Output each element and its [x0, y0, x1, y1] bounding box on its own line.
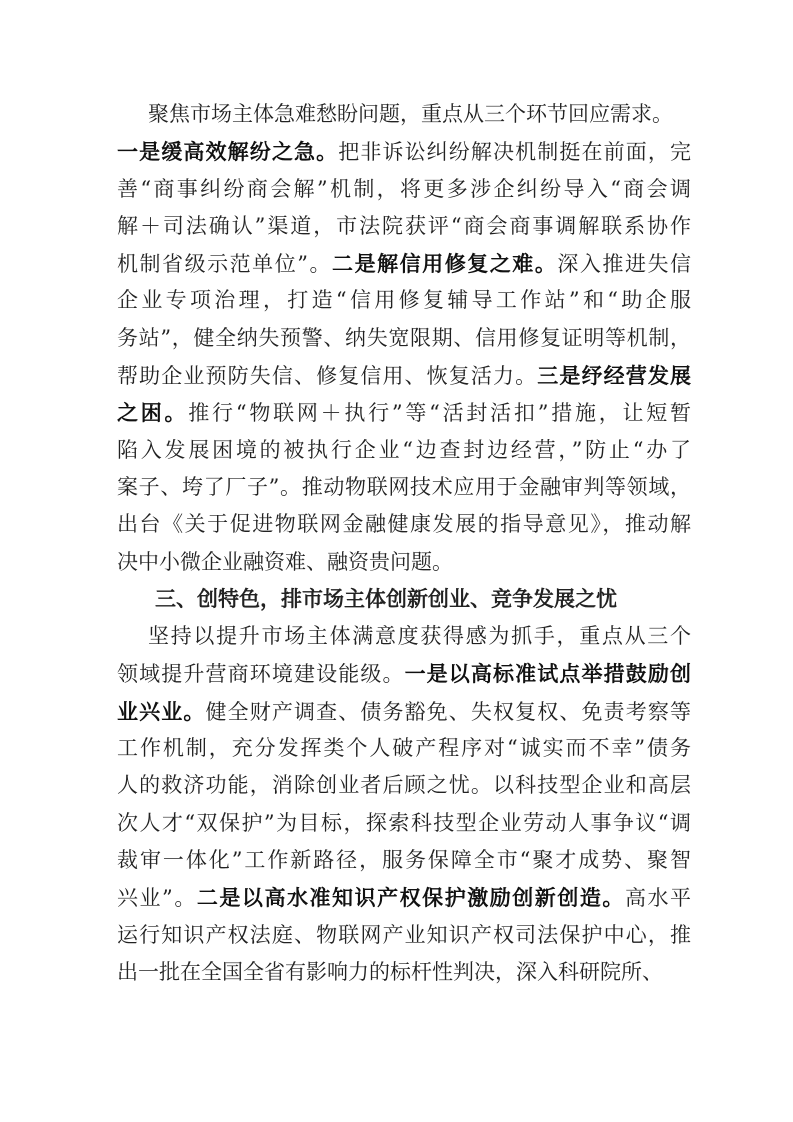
- text-line: [117, 805, 691, 842]
- text-run: 推行“物联网＋执行”等“活封活扣”措施，让短暂: [188, 401, 691, 426]
- bold-phrase: 之困。: [117, 400, 189, 426]
- text-run: 次人才“双保护”为目标，探索科技型企业劳动人事争议“调: [117, 810, 691, 835]
- text-line: [117, 506, 691, 543]
- bold-phrase: 二是以高水准知识产权保护激励创新创造。: [196, 885, 625, 911]
- text-run: 务站”，健全纳失预警、纳失宽限期、信用修复证明等机制，: [117, 325, 691, 350]
- text-run: 决中小微企业融资难、融资贵问题。: [117, 549, 453, 574]
- text-run: 兴业”。: [117, 886, 197, 911]
- text-run: 出台《关于促进物联网金融健康发展的指导意见》，推动解: [117, 512, 691, 537]
- text-line: [117, 96, 691, 133]
- text-line: [117, 282, 691, 319]
- text-run: 善“商事纠纷商会解”机制，将更多涉企纠纷导入“商会调: [117, 176, 691, 201]
- text-line: [117, 767, 691, 804]
- text-line: [117, 357, 691, 394]
- text-line: [117, 879, 691, 916]
- text-run: 案子、垮了厂子”。推动物联网技术应用于金融审判等领域，: [117, 474, 691, 499]
- text-line: [117, 208, 691, 245]
- section-heading: [117, 581, 691, 618]
- text-run: 裁审一体化”工作新路径，服务保障全市“聚才成势、聚智: [117, 847, 691, 872]
- text-line: [117, 842, 691, 879]
- text-run: 工作机制，充分发挥类个人破产程序对“诚实而不幸”债务: [117, 736, 691, 761]
- text-run: 企业专项治理，打造“信用修复辅导工作站”和“助企服: [117, 288, 691, 313]
- text-line: [117, 133, 691, 170]
- text-line: [117, 544, 691, 581]
- text-run: 陷入发展困境的被执行企业“边查封边经营，”防止“办了: [117, 437, 691, 462]
- text-line: [117, 320, 691, 357]
- text-run: 三、创特色，排市场主体创新创业、竞争发展之忧: [155, 586, 617, 611]
- bold-phrase: 业兴业。: [117, 698, 206, 724]
- text-run: 聚焦市场主体急难愁盼问题，重点从三个环节回应需求。: [148, 102, 673, 126]
- text-run: 把非诉讼纠纷解决机制挺在前面，完: [338, 140, 692, 165]
- body-paragraph: [117, 96, 691, 581]
- text-run: 帮助企业预防失信、修复信用、恢复活力。: [117, 364, 538, 389]
- text-run: 人的救济功能，消除创业者后顾之忧。以科技型企业和高层: [117, 773, 691, 798]
- text-line: [117, 469, 691, 506]
- text-line: [117, 917, 691, 954]
- text-line: [117, 655, 691, 692]
- text-line: [117, 432, 691, 469]
- text-line: [117, 245, 691, 282]
- text-run: 领域提升营商环境建设能级。: [117, 662, 405, 687]
- text-run: 健全财产调查、债务豁免、失权复权、免责考察等: [205, 699, 692, 724]
- body-paragraph: [117, 618, 691, 991]
- text-line: [117, 394, 691, 431]
- text-run: 高水平: [624, 886, 691, 911]
- bold-phrase: 一是缓高效解纷之急。: [117, 139, 339, 165]
- bold-phrase: 二是解信用修复之难。: [332, 251, 558, 277]
- text-line: [117, 693, 691, 730]
- text-line: [117, 954, 691, 991]
- document-page: [117, 96, 691, 991]
- bold-phrase: 一是以高标准试点举措鼓励创: [404, 661, 692, 687]
- text-line: [117, 581, 691, 618]
- text-run: 深入推进失信: [557, 252, 692, 277]
- bold-phrase: 三是纾经营发展: [537, 363, 692, 389]
- text-run: 解＋司法确认”渠道，市法院获评“商会商事调解联系协作: [117, 213, 691, 238]
- text-line: [117, 730, 691, 767]
- text-run: 运行知识产权法庭、物联网产业知识产权司法保护中心，推: [117, 922, 691, 947]
- text-line: [117, 171, 691, 208]
- text-run: 坚持以提升市场主体满意度获得感为抓手，重点从三个: [148, 624, 691, 649]
- text-line: [117, 618, 691, 655]
- text-run: 出一批在全国全省有影响力的标杆性判决，深入科研院所、: [117, 959, 663, 984]
- text-run: 机制省级示范单位”。: [117, 252, 333, 277]
